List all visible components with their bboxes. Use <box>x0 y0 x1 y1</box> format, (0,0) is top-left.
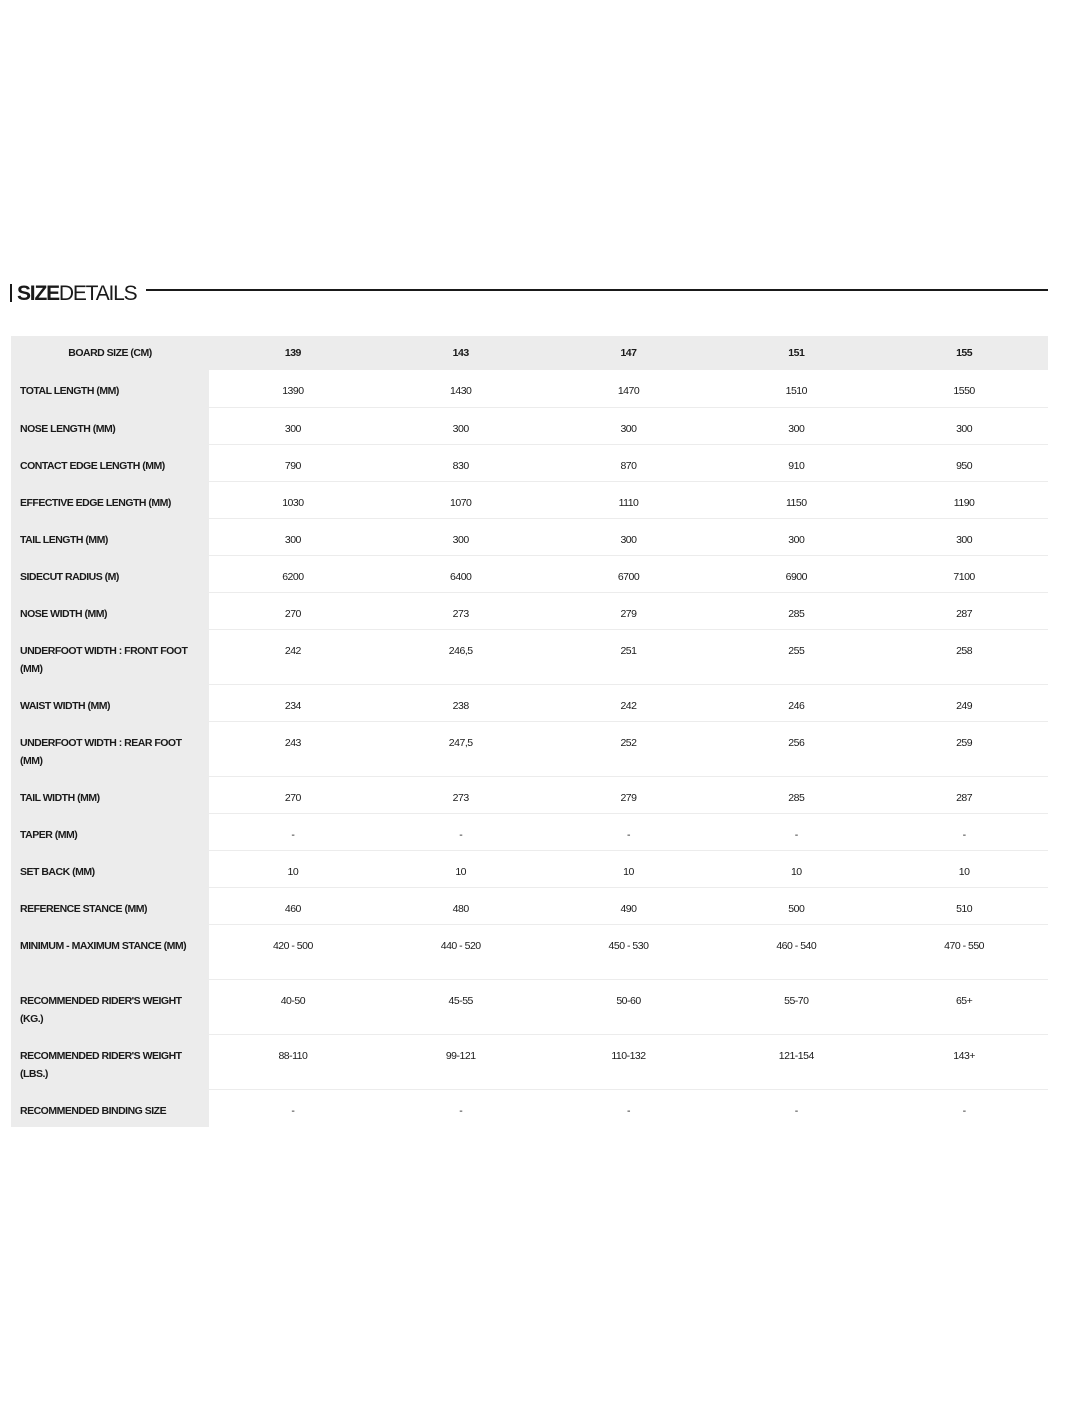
table-row <box>11 813 1048 850</box>
size-column-header: 147 <box>545 336 713 370</box>
table-cell: 480 <box>377 887 545 924</box>
table-cell: - <box>626 1104 630 1117</box>
table-cell: 300 <box>712 518 880 555</box>
table-cell: 510 <box>880 887 1048 924</box>
table-cell: - <box>880 813 1048 850</box>
table-row <box>11 1089 1048 1126</box>
section-title <box>17 283 136 304</box>
table-cell: 300 <box>377 518 545 555</box>
table-cell: 1030 <box>209 481 377 518</box>
table-cell: 246 <box>712 684 880 721</box>
table-cell: 285 <box>712 776 880 813</box>
table-cell: 1470 <box>545 370 713 407</box>
row-label: UNDERFOOT WIDTH : FRONT FOOT (MM) <box>11 629 209 684</box>
row-label: EFFECTIVE EDGE LENGTH (MM) <box>11 481 209 518</box>
section-title-light: DETAILS <box>58 281 137 305</box>
table-cell: 255 <box>712 629 880 684</box>
table-cell: 470 - 550 <box>880 924 1048 979</box>
table-header-row <box>11 336 1048 370</box>
table-cell: 252 <box>545 721 713 776</box>
table-cell: 279 <box>545 592 713 629</box>
table-cell: 1550 <box>880 370 1048 407</box>
table-cell: 1510 <box>712 370 880 407</box>
table-row <box>11 555 1048 592</box>
table-cell: 110-132 <box>545 1034 713 1089</box>
row-label: SIDECUT RADIUS (M) <box>11 555 209 592</box>
table-cell: 1150 <box>712 481 880 518</box>
table-cell: 10 <box>377 850 545 887</box>
table-row <box>11 481 1048 518</box>
table-cell: - <box>794 1104 798 1117</box>
table-cell: 300 <box>209 518 377 555</box>
table-cell: 300 <box>880 407 1048 444</box>
table-cell: 270 <box>209 592 377 629</box>
row-label: TAIL WIDTH (MM) <box>11 776 209 813</box>
row-label: MINIMUM - MAXIMUM STANCE (MM) <box>11 924 209 979</box>
table-cell: 6900 <box>712 555 880 592</box>
table-cell: 273 <box>377 592 545 629</box>
table-cell: 243 <box>209 721 377 776</box>
table-cell: 1390 <box>209 370 377 407</box>
size-details-header <box>10 280 1048 306</box>
table-cell: 40-50 <box>209 979 377 1034</box>
table-row <box>11 518 1048 555</box>
table-row <box>11 684 1048 721</box>
table-cell: 1070 <box>377 481 545 518</box>
table-cell: 450 - 530 <box>545 924 713 979</box>
table-cell: 143+ <box>880 1034 1048 1089</box>
table-cell: 258 <box>880 629 1048 684</box>
size-column-header: 143 <box>377 336 545 370</box>
table-cell: 242 <box>545 684 713 721</box>
row-label: TAPER (MM) <box>11 813 209 850</box>
row-label: RECOMMENDED RIDER'S WEIGHT (KG.) <box>11 979 209 1034</box>
table-cell: - <box>545 813 713 850</box>
table-cell: - <box>209 813 377 850</box>
table-row <box>11 721 1048 776</box>
row-label: RECOMMENDED RIDER'S WEIGHT (LBS.) <box>11 1034 209 1089</box>
table-cell: 420 - 500 <box>209 924 377 979</box>
table-cell: 300 <box>712 407 880 444</box>
table-cell: 300 <box>545 518 713 555</box>
table-cell: 10 <box>545 850 713 887</box>
table-cell: 10 <box>712 850 880 887</box>
table-row <box>11 592 1048 629</box>
row-label: NOSE LENGTH (MM) <box>11 407 209 444</box>
section-title-bold: SIZE <box>17 281 59 305</box>
table-cell: 259 <box>880 721 1048 776</box>
table-cell: 287 <box>880 592 1048 629</box>
size-column-header: 151 <box>712 336 880 370</box>
table-cell: 279 <box>545 776 713 813</box>
table-cell: 300 <box>209 407 377 444</box>
table-cell: 285 <box>712 592 880 629</box>
table-cell: 287 <box>880 776 1048 813</box>
table-cell: 65+ <box>880 979 1048 1034</box>
table-row <box>11 850 1048 887</box>
table-row <box>11 887 1048 924</box>
table-cell: 790 <box>209 444 377 481</box>
table-cell: 249 <box>880 684 1048 721</box>
table-cell: 1430 <box>377 370 545 407</box>
table-cell: 870 <box>545 444 713 481</box>
table-cell: 270 <box>209 776 377 813</box>
row-label: SET BACK (MM) <box>11 850 209 887</box>
table-cell: 256 <box>712 721 880 776</box>
table-cell: - <box>459 1104 463 1117</box>
table-row <box>11 979 1048 1034</box>
table-cell: 950 <box>880 444 1048 481</box>
table-cell: 910 <box>712 444 880 481</box>
table-cell: 6700 <box>545 555 713 592</box>
table-cell: 6200 <box>209 555 377 592</box>
table-cell: 88-110 <box>209 1034 377 1089</box>
table-cell: 10 <box>209 850 377 887</box>
row-label: RECOMMENDED BINDING SIZE <box>11 1089 209 1126</box>
row-label: WAIST WIDTH (MM) <box>11 684 209 721</box>
table-row <box>11 924 1048 979</box>
table-cell: 247,5 <box>377 721 545 776</box>
table-cell: 460 <box>209 887 377 924</box>
table-cell: 300 <box>377 407 545 444</box>
table-cell: - <box>712 813 880 850</box>
table-cell: 300 <box>545 407 713 444</box>
table-cell: - <box>291 1104 295 1117</box>
table-cell: - <box>962 1104 966 1117</box>
table-cell: 10 <box>880 850 1048 887</box>
table-cell: 830 <box>377 444 545 481</box>
table-cell: 99-121 <box>377 1034 545 1089</box>
table-row <box>11 407 1048 444</box>
table-cell: 490 <box>545 887 713 924</box>
table-cell: 500 <box>712 887 880 924</box>
row-label: UNDERFOOT WIDTH : REAR FOOT (MM) <box>11 721 209 776</box>
table-cell: 234 <box>209 684 377 721</box>
table-cell: 45-55 <box>377 979 545 1034</box>
size-column-header: 155 <box>880 336 1048 370</box>
corner-label: BOARD SIZE (CM) <box>11 336 209 370</box>
table-row <box>11 444 1048 481</box>
table-cell: - <box>377 813 545 850</box>
header-accent-bar <box>10 284 12 302</box>
table-cell: 300 <box>880 518 1048 555</box>
table-cell: 460 - 540 <box>712 924 880 979</box>
table-cell: 246,5 <box>377 629 545 684</box>
table-cell: 251 <box>545 629 713 684</box>
table-cell: 242 <box>209 629 377 684</box>
header-divider-line <box>146 289 1048 291</box>
row-label: NOSE WIDTH (MM) <box>11 592 209 629</box>
table-cell: 6400 <box>377 555 545 592</box>
row-label: TAIL LENGTH (MM) <box>11 518 209 555</box>
row-label: CONTACT EDGE LENGTH (MM) <box>11 444 209 481</box>
row-label: TOTAL LENGTH (MM) <box>11 370 209 407</box>
table-cell: 273 <box>377 776 545 813</box>
table-cell: 440 - 520 <box>377 924 545 979</box>
table-row <box>11 1034 1048 1089</box>
table-cell: 1190 <box>880 481 1048 518</box>
table-cell: 7100 <box>880 555 1048 592</box>
table-row <box>11 776 1048 813</box>
table-row <box>11 629 1048 684</box>
size-column-header: 139 <box>209 336 377 370</box>
row-label: REFERENCE STANCE (MM) <box>11 887 209 924</box>
table-row <box>11 370 1048 407</box>
table-cell: 121-154 <box>712 1034 880 1089</box>
table-cell: 1110 <box>545 481 713 518</box>
table-cell: 50-60 <box>545 979 713 1034</box>
table-cell: 238 <box>377 684 545 721</box>
size-details-table <box>11 336 1048 1127</box>
table-cell: 55-70 <box>712 979 880 1034</box>
